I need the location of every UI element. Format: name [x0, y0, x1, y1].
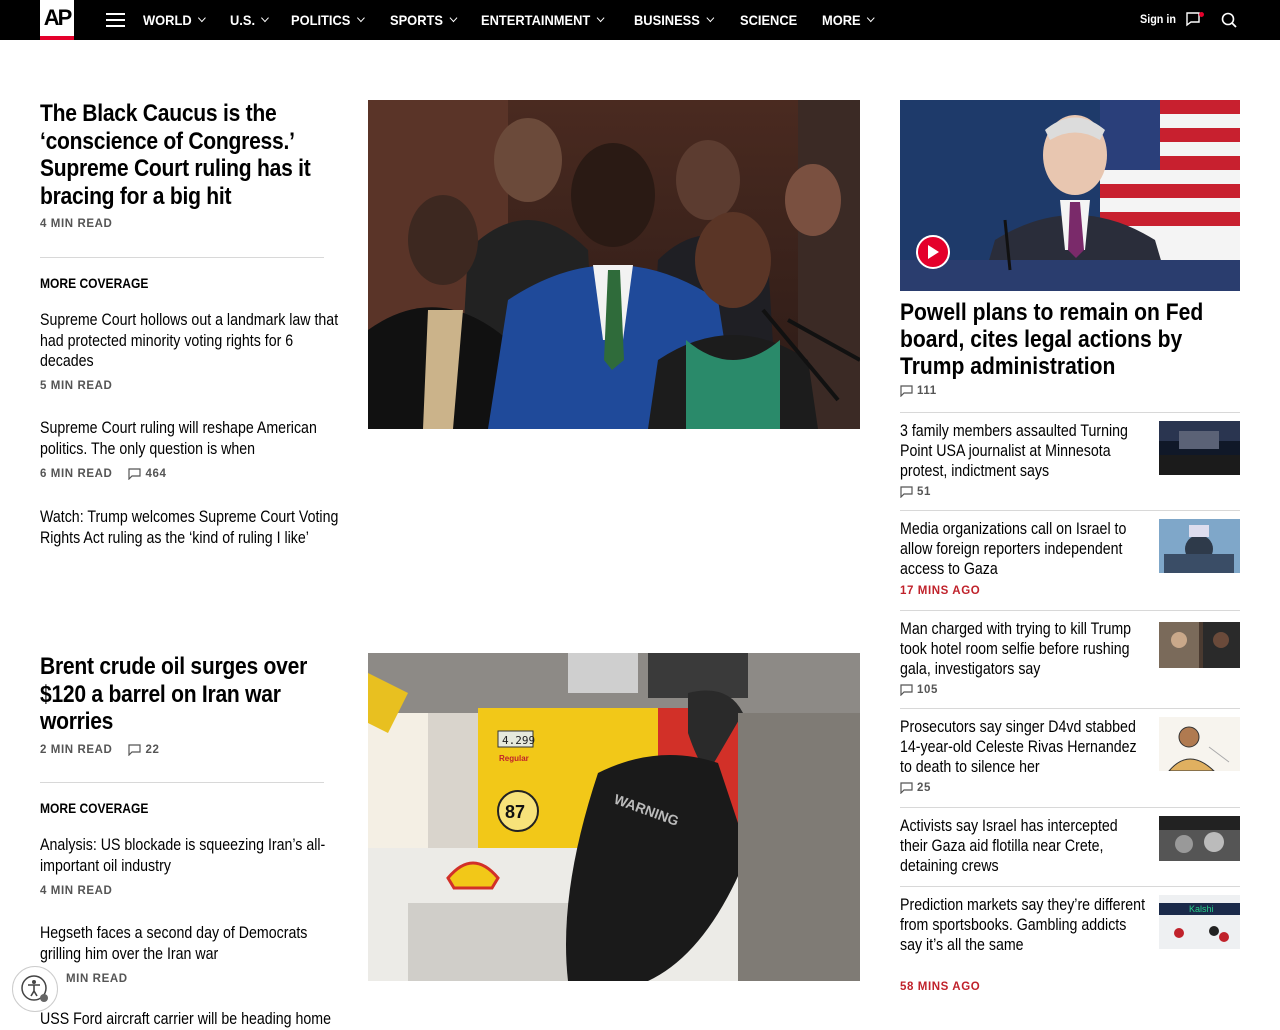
comment-icon	[900, 782, 913, 794]
play-icon[interactable]	[916, 235, 950, 269]
right-item-3[interactable]: Man charged with trying to kill Trump took hotel room selfie before rushing gala, investigators say	[900, 620, 1132, 678]
more-coverage-heading: MORE COVERAGE	[40, 800, 149, 816]
accessibility-icon	[20, 974, 50, 1004]
right-item-4-thumb[interactable]	[1159, 717, 1240, 771]
comment-count[interactable]: 464	[128, 468, 166, 480]
nav-us[interactable]: U.S.	[230, 12, 268, 28]
right-item-4[interactable]: Prosecutors say singer D4vd stabbed 14-year-old Celeste Rivas Hernandez to death to silence her	[900, 718, 1137, 776]
right-lead-headline[interactable]: Powell plans to remain on Fed board, cites legal actions by Trump administration	[900, 299, 1204, 380]
divider	[900, 412, 1240, 413]
chevron-down-icon	[597, 14, 605, 22]
nav-business[interactable]: BUSINESS	[634, 12, 713, 28]
right-item-1-thumb[interactable]	[1159, 421, 1240, 475]
comment-icon	[900, 486, 913, 498]
nav-politics[interactable]: POLITICS	[291, 12, 363, 28]
octane-badge: 87	[505, 802, 526, 822]
chevron-down-icon	[706, 14, 714, 22]
right-item-3-meta: 105	[900, 684, 938, 696]
chevron-down-icon	[449, 14, 457, 22]
chevron-down-icon	[867, 14, 875, 22]
right-item-6-thumb[interactable]	[1159, 895, 1240, 949]
related-link-2[interactable]: Supreme Court ruling will reshape American politics. The only question is when	[40, 419, 317, 458]
right-item-5[interactable]: Activists say Israel has intercepted their Gaza aid flotilla near Crete, detaining crews	[900, 817, 1118, 875]
related-link-1[interactable]: Supreme Court hollows out a landmark law that had protected minority voting rights for 6 decades	[40, 311, 339, 370]
right-item-1-meta: 51	[900, 486, 931, 498]
divider	[900, 886, 1240, 887]
story2-meta: 2 MIN READ 22	[40, 744, 160, 756]
price-display: 4.299	[502, 734, 536, 747]
sign-in-link[interactable]: Sign in	[1140, 12, 1176, 26]
nav-world[interactable]: WORLD	[143, 12, 205, 28]
divider	[900, 708, 1240, 709]
ap-logo[interactable]: AP	[40, 0, 74, 40]
right-item-5-thumb[interactable]	[1159, 816, 1240, 861]
nav-entertainment[interactable]: ENTERTAINMENT	[481, 12, 603, 28]
arena-board-text: Kalshi	[1189, 904, 1214, 914]
nav-more[interactable]: MORE	[822, 12, 874, 28]
video-thumbnail[interactable]	[900, 100, 1240, 291]
comment-count[interactable]: 111	[900, 385, 937, 397]
story1-meta: 4 MIN READ	[40, 218, 113, 230]
related-link-4[interactable]: Analysis: US blockade is squeezing Iran’s all-important oil industry	[40, 836, 326, 875]
divider	[40, 782, 324, 783]
right-item-6-meta: 58 MINS AGO	[900, 981, 981, 993]
comment-icon	[900, 385, 913, 397]
top-nav	[0, 0, 1280, 40]
related-meta-1: 5 MIN READ	[40, 380, 113, 392]
comment-count[interactable]: 22	[128, 744, 159, 756]
right-item-6[interactable]: Prediction markets say they’re different from sportsbooks. Gambling addicts say it’s all the same	[900, 896, 1146, 954]
right-item-2[interactable]: Media organizations call on Israel to allow foreign reporters independent access to Gaza	[900, 520, 1127, 578]
comment-icon	[128, 468, 141, 480]
menu-icon[interactable]	[106, 13, 125, 27]
story1-headline[interactable]: The Black Caucus is the ‘conscience of Congress.’ Supreme Court ruling has it bracing for a big hit	[40, 100, 311, 210]
story1-image[interactable]	[368, 100, 860, 429]
chevron-down-icon	[261, 14, 269, 22]
related-meta-4: 4 MIN READ	[40, 885, 113, 897]
more-coverage-heading: MORE COVERAGE	[40, 275, 149, 291]
comment-icon	[900, 684, 913, 696]
divider	[900, 610, 1240, 611]
related-link-6[interactable]: USS Ford aircraft carrier will be heading home	[40, 1010, 332, 1028]
story2-image[interactable]	[368, 653, 860, 981]
comment-icon	[128, 744, 141, 756]
chevron-down-icon	[198, 14, 206, 22]
story2-headline[interactable]: Brent crude oil surges over $120 a barrel on Iran war worries	[40, 653, 308, 735]
nav-science[interactable]: SCIENCE	[739, 12, 797, 28]
search-icon[interactable]	[1221, 12, 1237, 28]
nav-sports[interactable]: SPORTS	[390, 12, 456, 28]
right-item-4-meta: 25	[900, 782, 931, 794]
nozzle-warning-text: WARNING	[611, 790, 682, 829]
right-item-1[interactable]: 3 family members assaulted Turning Point USA journalist at Minnesota protest, indictment says	[900, 422, 1128, 480]
divider	[900, 807, 1240, 808]
related-meta-5: MIN READ	[66, 973, 128, 985]
grade-label: Regular	[499, 754, 529, 763]
right-item-2-meta: 17 MINS AGO	[900, 585, 981, 597]
divider	[40, 257, 324, 258]
related-link-5[interactable]: Hegseth faces a second day of Democrats grilling him over the Iran war	[40, 924, 308, 963]
right-lead-meta	[900, 385, 937, 397]
right-item-2-thumb[interactable]	[1159, 519, 1240, 573]
nav-links	[143, 0, 898, 40]
chevron-down-icon	[357, 14, 365, 22]
right-item-3-thumb[interactable]	[1159, 622, 1240, 668]
comments-icon[interactable]	[1186, 12, 1204, 27]
related-link-3[interactable]: Watch: Trump welcomes Supreme Court Voting Rights Act ruling as the ‘kind of ruling I like’	[40, 508, 339, 547]
accessibility-button[interactable]	[12, 966, 58, 1012]
divider	[900, 510, 1240, 511]
related-meta-2: 6 MIN READ 464	[40, 468, 167, 480]
